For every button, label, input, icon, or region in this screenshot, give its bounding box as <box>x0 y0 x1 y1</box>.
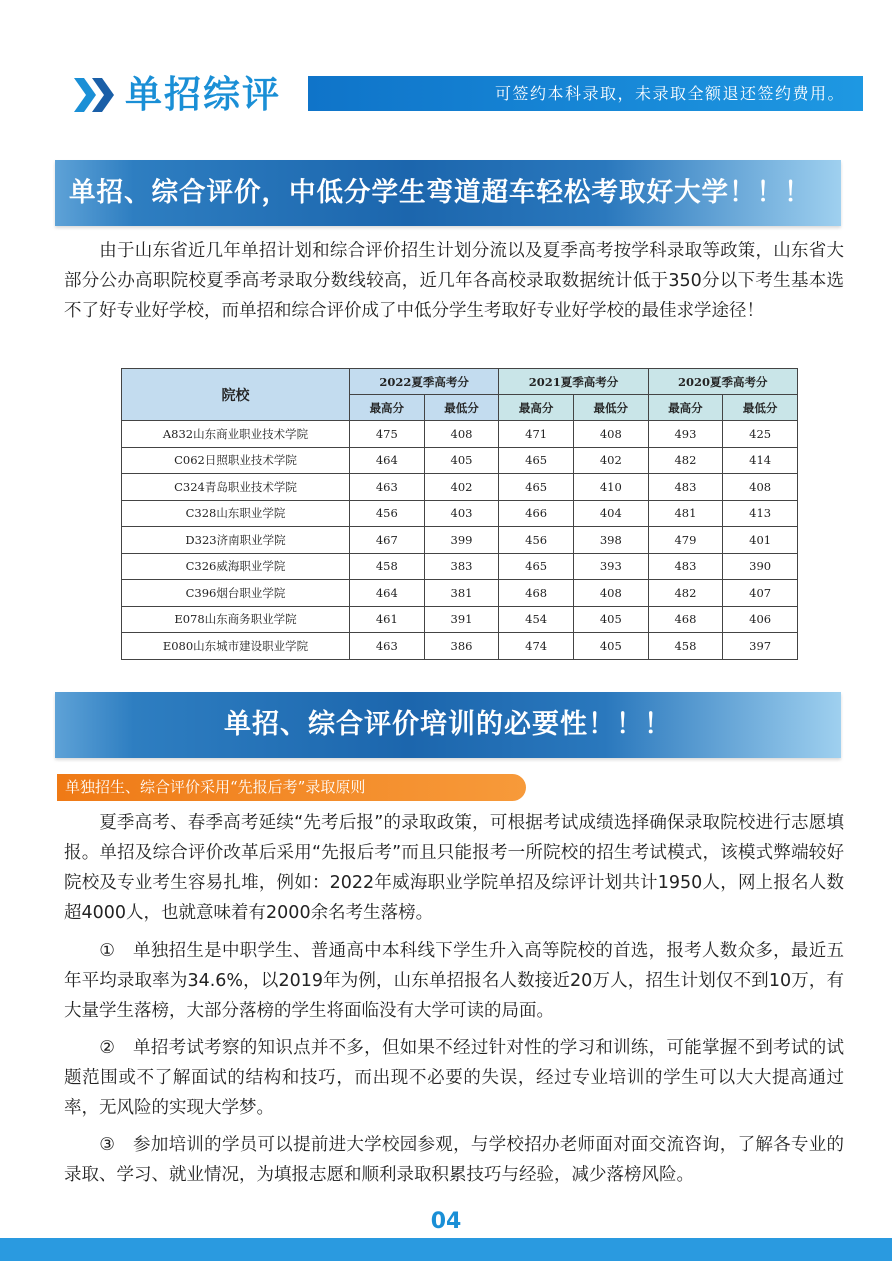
paragraph-2 <box>64 936 844 1026</box>
score-table <box>121 368 798 660</box>
school-name-cell: C326威海职业学院 <box>122 553 350 580</box>
min-score-cell: 401 <box>723 527 798 554</box>
max-score-header: 最高分 <box>499 395 574 421</box>
principle-tag <box>57 774 526 801</box>
double-chevron-icon <box>74 78 118 112</box>
intro-paragraph <box>64 236 844 326</box>
max-score-cell: 456 <box>499 527 574 554</box>
section2-banner <box>55 692 841 758</box>
min-score-cell: 425 <box>723 421 798 448</box>
section2-banner-text: 单招、综合评价培训的必要性！！！ <box>224 709 672 740</box>
min-score-cell: 390 <box>723 553 798 580</box>
principle-tag-text: 单独招生、综合评价采用“先报后考”录取原则 <box>65 778 366 796</box>
year-2020-header: 2020夏季高考分 <box>648 369 797 395</box>
paragraph-4-text: ③ 参加培训的学员可以提前进大学校园参观，与学校招办老师面对面交流咨询，了解各专业的录取、学习、就业情况，为填报志愿和顺利录取积累技巧与经验，减少落榜风险。 <box>64 1135 844 1185</box>
max-score-cell: 468 <box>648 606 723 633</box>
min-score-cell: 403 <box>424 500 499 527</box>
min-score-cell: 408 <box>573 580 648 607</box>
school-column-header: 院校 <box>122 369 350 421</box>
school-name-cell: C062日照职业技术学院 <box>122 447 350 474</box>
table-row <box>122 527 798 554</box>
max-score-cell: 467 <box>350 527 425 554</box>
max-score-cell: 468 <box>499 580 574 607</box>
max-score-cell: 464 <box>350 580 425 607</box>
table-row <box>122 580 798 607</box>
min-score-cell: 407 <box>723 580 798 607</box>
table-header-row <box>122 369 798 395</box>
max-score-cell: 463 <box>350 474 425 501</box>
min-score-header: 最低分 <box>424 395 499 421</box>
school-name-cell: C324青岛职业技术学院 <box>122 474 350 501</box>
intro-text: 由于山东省近几年单招计划和综合评价招生计划分流以及夏季高考按学科录取等政策，山东省大部分公办高职院校夏季高考录取分数线较高，近几年各高校录取数据统计低于350分以下考生基本选不了好专业好学校，而单招和综合评价成了中低分学生考取好专业好学校的最佳求学途径！ <box>64 241 844 321</box>
school-name-cell: A832山东商业职业技术学院 <box>122 421 350 448</box>
max-score-cell: 458 <box>648 633 723 660</box>
max-score-cell: 482 <box>648 447 723 474</box>
min-score-cell: 381 <box>424 580 499 607</box>
max-score-cell: 482 <box>648 580 723 607</box>
max-score-cell: 481 <box>648 500 723 527</box>
max-score-cell: 454 <box>499 606 574 633</box>
min-score-cell: 408 <box>723 474 798 501</box>
min-score-cell: 402 <box>573 447 648 474</box>
year-2021-header: 2021夏季高考分 <box>499 369 648 395</box>
max-score-cell: 465 <box>499 447 574 474</box>
year-2022-header: 2022夏季高考分 <box>350 369 499 395</box>
paragraph-3-text: ② 单招考试考察的知识点并不多，但如果不经过针对性的学习和训练，可能掌握不到考试的试题范围或不了解面试的结构和技巧，而出现不必要的失误，经过专业培训的学生可以大大提高通过率，无风险的实现大学梦。 <box>64 1038 844 1118</box>
max-score-cell: 458 <box>350 553 425 580</box>
min-score-cell: 408 <box>424 421 499 448</box>
header-tagline: 可签约本科录取，未录取全额退还签约费用。 <box>494 84 845 103</box>
max-score-cell: 464 <box>350 447 425 474</box>
table-row <box>122 421 798 448</box>
min-score-cell: 397 <box>723 633 798 660</box>
table-row <box>122 447 798 474</box>
min-score-cell: 405 <box>424 447 499 474</box>
max-score-cell: 483 <box>648 553 723 580</box>
table-body <box>122 421 798 660</box>
school-name-cell: C328山东职业学院 <box>122 500 350 527</box>
max-score-cell: 466 <box>499 500 574 527</box>
min-score-cell: 406 <box>723 606 798 633</box>
max-score-cell: 493 <box>648 421 723 448</box>
paragraph-1-text: 夏季高考、春季高考延续“先考后报”的录取政策，可根据考试成绩选择确保录取院校进行志愿填报。单招及综合评价改革后采用“先报后考”而且只能报考一所院校的招生考试模式，该模式弊端较好院校及专业考生容易扎堆，例如：2022年威海职业学院单招及综评计划共计1950人，网上报名人数超4000人，也就意味着有2000余名考生落榜。 <box>64 813 844 923</box>
min-score-cell: 398 <box>573 527 648 554</box>
max-score-cell: 463 <box>350 633 425 660</box>
min-score-cell: 405 <box>573 606 648 633</box>
min-score-cell: 408 <box>573 421 648 448</box>
school-name-cell: E078山东商务职业学院 <box>122 606 350 633</box>
paragraph-1 <box>64 808 844 928</box>
table-row <box>122 500 798 527</box>
section1-banner-text: 单招、综合评价，中低分学生弯道超车轻松考取好大学！！！ <box>69 177 812 208</box>
max-score-header: 最高分 <box>648 395 723 421</box>
max-score-cell: 474 <box>499 633 574 660</box>
page-number: 04 <box>430 1209 462 1234</box>
min-score-cell: 404 <box>573 500 648 527</box>
max-score-cell: 479 <box>648 527 723 554</box>
section1-banner <box>55 160 841 226</box>
min-score-cell: 414 <box>723 447 798 474</box>
max-score-cell: 465 <box>499 474 574 501</box>
school-name-cell: C396烟台职业学院 <box>122 580 350 607</box>
max-score-cell: 471 <box>499 421 574 448</box>
table-row <box>122 474 798 501</box>
max-score-cell: 456 <box>350 500 425 527</box>
min-score-cell: 413 <box>723 500 798 527</box>
table-row <box>122 606 798 633</box>
school-name-cell: D323济南职业学院 <box>122 527 350 554</box>
min-score-header: 最低分 <box>573 395 648 421</box>
min-score-cell: 402 <box>424 474 499 501</box>
table-row <box>122 633 798 660</box>
paragraph-4 <box>64 1130 844 1190</box>
header-tagline-bar <box>308 76 863 111</box>
school-name-cell: E080山东城市建设职业学院 <box>122 633 350 660</box>
min-score-header: 最低分 <box>723 395 798 421</box>
min-score-cell: 393 <box>573 553 648 580</box>
paragraph-2-text: ① 单独招生是中职学生、普通高中本科线下学生升入高等院校的首选，报考人数众多，最近五年平均录取率为34.6%，以2019年为例，山东单招报名人数接近20万人，招生计划仅不到10万，有大量学生落榜，大部分落榜的学生将面临没有大学可读的局面。 <box>64 941 844 1021</box>
max-score-cell: 475 <box>350 421 425 448</box>
footer-bar <box>0 1238 892 1261</box>
min-score-cell: 410 <box>573 474 648 501</box>
table-row <box>122 553 798 580</box>
max-score-cell: 461 <box>350 606 425 633</box>
max-score-cell: 465 <box>499 553 574 580</box>
paragraph-3 <box>64 1033 844 1123</box>
min-score-cell: 383 <box>424 553 499 580</box>
min-score-cell: 405 <box>573 633 648 660</box>
min-score-cell: 391 <box>424 606 499 633</box>
header-title: 单招综评 <box>125 73 281 116</box>
min-score-cell: 399 <box>424 527 499 554</box>
max-score-header: 最高分 <box>350 395 425 421</box>
min-score-cell: 386 <box>424 633 499 660</box>
max-score-cell: 483 <box>648 474 723 501</box>
